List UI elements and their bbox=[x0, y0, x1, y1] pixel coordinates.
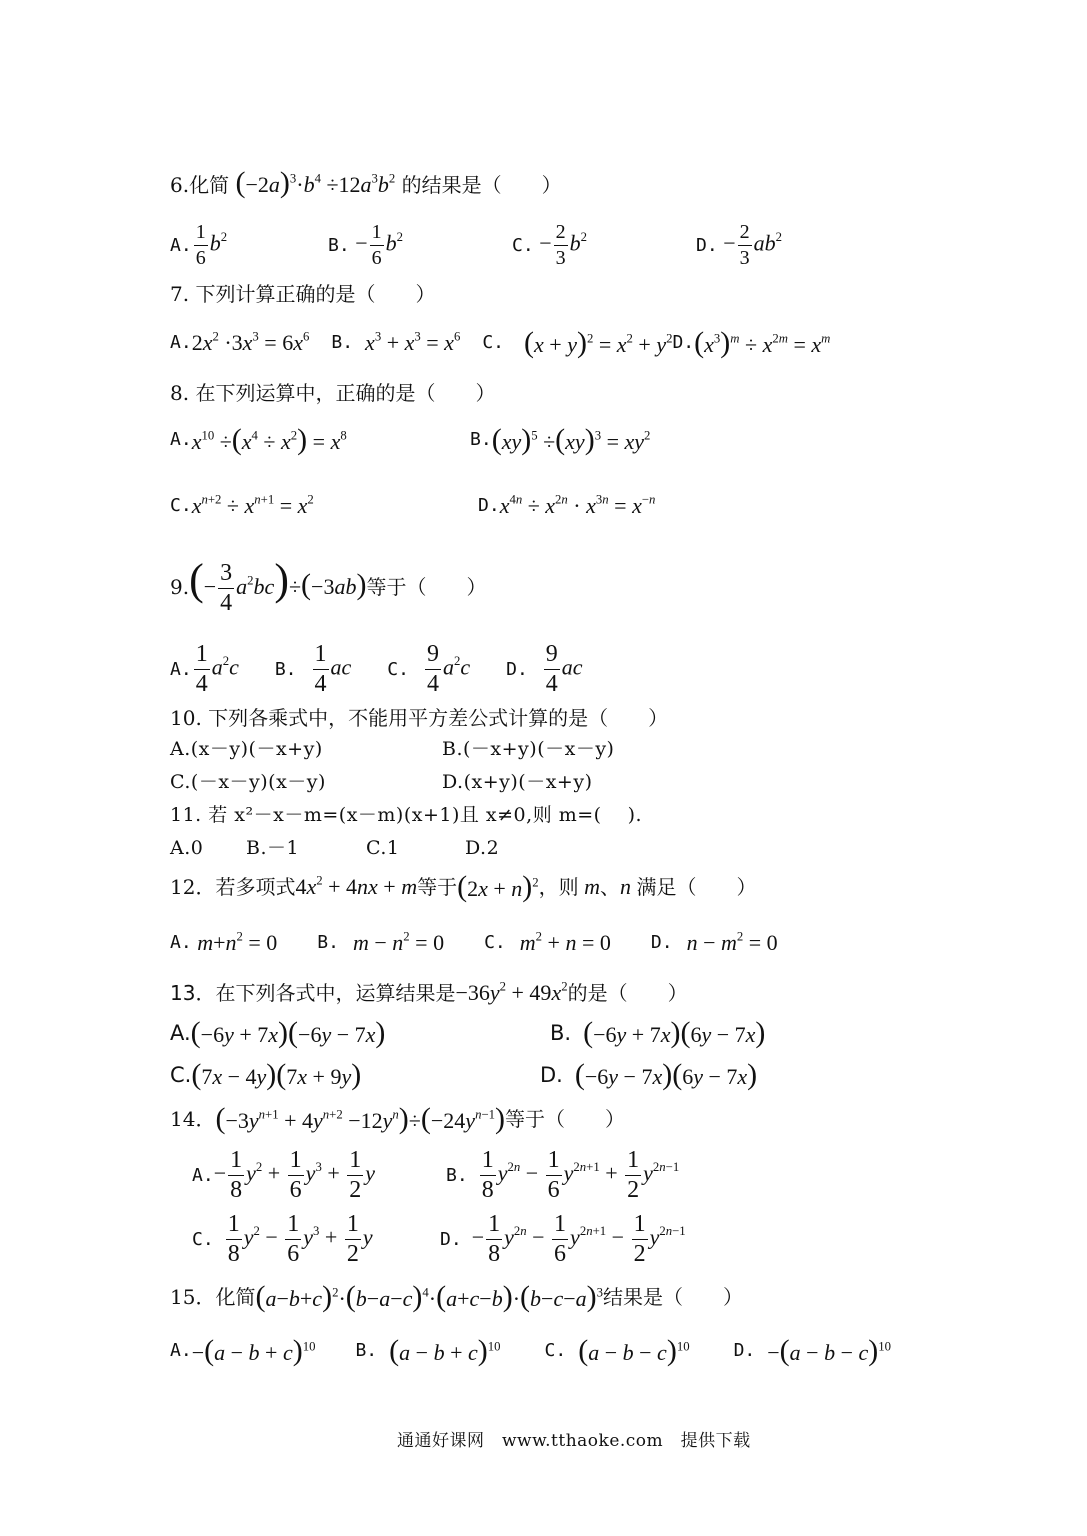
option-c-label: C. bbox=[482, 332, 504, 353]
option-b-label: B. bbox=[331, 332, 354, 353]
question-12-expression-2: $(2x + n)^2$ bbox=[457, 870, 539, 903]
option-d-expression: $(x^3)^m \div x^{2m} = x^m$ bbox=[694, 326, 831, 359]
option-d-label: D. bbox=[478, 495, 500, 516]
question-10-option-d: D.(x+y)(－x+y) bbox=[442, 771, 593, 793]
option-c-label: C. bbox=[170, 1062, 192, 1087]
question-12-tail: ，则 bbox=[538, 875, 579, 899]
question-14-end: 等于（ ） bbox=[505, 1107, 626, 1131]
option-d-label: D. bbox=[733, 1340, 756, 1361]
question-8-option-c bbox=[170, 492, 314, 518]
option-c-label: C. bbox=[387, 658, 409, 680]
question-11-option-d: D.2 bbox=[465, 837, 500, 859]
question-15-prefix: 15．化简 bbox=[170, 1285, 256, 1309]
question-6-prefix: 化简 bbox=[189, 173, 230, 197]
question-14-expression: $(-3y^{n+1} + 4y^{n+2} -12y^n)\div(-24y^{n-1})$ bbox=[215, 1102, 506, 1135]
option-d-label: D. bbox=[672, 332, 695, 353]
question-15-options bbox=[170, 1336, 891, 1366]
question-14-number: 14． bbox=[170, 1107, 216, 1131]
question-7-options bbox=[170, 328, 830, 358]
question-13-option-c bbox=[170, 1060, 361, 1090]
question-6-option-c bbox=[512, 222, 587, 269]
option-a-expression: (−6y + 7x)(−6y − 7x) bbox=[190, 1016, 386, 1049]
option-a-label: A. bbox=[170, 1020, 191, 1045]
option-d-label: D. bbox=[650, 932, 673, 953]
question-13-option-b bbox=[550, 1018, 765, 1048]
question-11: 11. 若 x²－x－m=(x－m)(x+1)且 x≠0,则 m=( ). bbox=[170, 804, 643, 826]
question-10-option-c: C.(－x－y)(x－y) bbox=[170, 771, 326, 793]
option-a-label: A. bbox=[170, 429, 192, 450]
option-a-expression: $\frac{1}{4}$ $a^2c$ bbox=[195, 641, 239, 698]
question-9-expression: (− $\frac{3}{4}$ $a^2bc)\div(-3ab)$ bbox=[189, 555, 367, 617]
question-10-option-a: A.(x－y)(－x+y) bbox=[170, 738, 323, 760]
option-d-label: D. bbox=[440, 1228, 462, 1250]
question-12-options bbox=[170, 929, 778, 955]
page-footer: 通通好课网 www.tthaoke.com 提供下载 bbox=[397, 1431, 751, 1451]
question-9 bbox=[170, 555, 487, 617]
option-b-expression: $x^3 + x^3 = x^6$ bbox=[365, 329, 461, 355]
option-a-expression: $-(a - b + c)^{10}$ bbox=[191, 1334, 316, 1367]
question-8-option-a bbox=[170, 425, 347, 455]
question-14-option-a bbox=[192, 1148, 375, 1203]
question-15-end: 结果是（ ） bbox=[603, 1285, 743, 1309]
question-13-end: 的是（ ） bbox=[567, 981, 688, 1005]
option-d-expression: (−6y − 7x)(6y − 7x) bbox=[574, 1058, 758, 1091]
question-13-option-a bbox=[170, 1018, 385, 1048]
option-d-expression: − $\frac{2}{3}$ $ab^2$ bbox=[723, 221, 782, 269]
question-9-suffix: 等于（ ） bbox=[366, 575, 487, 600]
option-c-label: C. bbox=[192, 1228, 214, 1250]
option-a-expression: $m+n^2 = 0$ bbox=[191, 929, 278, 955]
option-c-expression: $x^{n+2} \div x^{n+1} = x^2$ bbox=[191, 492, 314, 518]
option-a-label: A. bbox=[170, 658, 192, 680]
option-c-expression: $m^2 + n = 0$ bbox=[519, 929, 611, 955]
question-10: 10. 下列各乘式中，不能用平方差公式计算的是（ ） bbox=[170, 706, 669, 730]
option-d-expression: $\frac{9}{4}$ ac bbox=[545, 641, 583, 698]
option-b-label: B. bbox=[470, 429, 492, 450]
option-c-label: C. bbox=[170, 495, 192, 516]
question-7: 7. 下列计算正确的是（ ） bbox=[170, 282, 436, 306]
question-12-prefix: 12．若多项式 bbox=[170, 875, 296, 899]
question-9-number: 9. bbox=[170, 575, 190, 600]
option-b-label: B. bbox=[550, 1020, 572, 1045]
question-11-option-c: C.1 bbox=[366, 837, 400, 859]
question-12-end: 满足（ ） bbox=[636, 875, 757, 899]
option-a-expression: $2x^2 \cdot 3x^3 = 6x^6$ bbox=[191, 329, 310, 355]
option-b-expression: $\frac{1}{8}$ $y^{2n}$ − $\frac{1}{6}$ $y^{2n+1}$ + $\frac{1}{2}$ $y^{2n-1}$ bbox=[481, 1147, 680, 1204]
option-b-expression: $\frac{1}{4}$ ac bbox=[314, 641, 352, 698]
question-13-option-d bbox=[540, 1060, 757, 1090]
option-a-label: A. bbox=[170, 234, 192, 256]
option-d-expression: $x^{4n} \div x^{2n} \cdot x^{3n} = x^{-n}$ bbox=[499, 492, 656, 518]
question-8: 8. 在下列运算中，正确的是（ ） bbox=[170, 381, 496, 405]
question-6-options bbox=[170, 222, 227, 269]
option-c-label: C. bbox=[484, 932, 506, 953]
question-15 bbox=[170, 1282, 743, 1312]
question-9-options bbox=[170, 642, 583, 697]
option-d-label: D. bbox=[506, 658, 528, 680]
option-c-expression: − $\frac{2}{3}$ $b^2$ bbox=[539, 221, 587, 269]
question-6-number: 6. bbox=[170, 173, 190, 197]
question-14-option-b bbox=[446, 1148, 679, 1203]
question-12 bbox=[170, 872, 757, 902]
option-b-expression: $m - n^2 = 0$ bbox=[352, 929, 445, 955]
option-c-expression: $(x + y)^2 = x^2 + y^2$ bbox=[524, 326, 673, 359]
question-6-option-b bbox=[328, 222, 403, 269]
question-13-prefix: 13．在下列各式中，运算结果是 bbox=[170, 981, 456, 1005]
option-c-expression: $\frac{9}{4}$ $a^2c$ bbox=[426, 641, 471, 698]
question-6-suffix: 的结果是（ ） bbox=[401, 173, 562, 197]
question-15-expression: $(a-b+c)^2\cdot(b-a-c)^4\cdot(a+c-b)\cdot(b-c-a)^3$ bbox=[255, 1280, 603, 1313]
option-a-label: A. bbox=[192, 1164, 214, 1186]
option-a-expression: $\frac{1}{6}$ $b^2$ bbox=[195, 221, 228, 269]
option-c-expression: $(a - b - c)^{10}$ bbox=[578, 1334, 690, 1367]
option-c-label: C. bbox=[544, 1340, 567, 1361]
option-d-label: D. bbox=[696, 234, 718, 256]
question-11-option-a: A.0 bbox=[170, 837, 204, 859]
option-b-label: B. bbox=[446, 1164, 468, 1186]
option-a-label: A. bbox=[170, 932, 192, 953]
question-12-mid: 等于 bbox=[417, 875, 458, 899]
option-b-expression: (−6y + 7x)(6y − 7x) bbox=[583, 1016, 766, 1049]
option-b-label: B. bbox=[328, 234, 350, 256]
question-12-separator: 、 bbox=[600, 875, 621, 899]
question-13-expression: $-36y^2 + 49x^2$ bbox=[455, 979, 568, 1005]
option-b-expression: − $\frac{1}{6}$ $b^2$ bbox=[355, 221, 403, 269]
question-6 bbox=[170, 168, 562, 198]
question-14 bbox=[170, 1104, 625, 1134]
option-b-label: B. bbox=[317, 932, 339, 953]
question-12-var-m: m bbox=[578, 874, 601, 899]
option-a-label: A. bbox=[170, 332, 192, 353]
option-a-expression: $x^{10} \div(x^4 \div x^2) = x^8$ bbox=[191, 423, 347, 456]
question-6-expression: $(-2a)^3\cdot b^4 \div 12a^3b^2$ bbox=[235, 166, 396, 199]
option-d-label: D. bbox=[540, 1062, 563, 1087]
question-14-option-d bbox=[440, 1212, 686, 1267]
option-a-label: A. bbox=[170, 1340, 192, 1361]
question-13 bbox=[170, 979, 688, 1005]
option-d-expression: $n - m^2 = 0$ bbox=[686, 929, 778, 955]
option-b-expression: $(a - b + c)^{10}$ bbox=[389, 1334, 501, 1367]
option-b-label: B. bbox=[355, 1340, 378, 1361]
option-c-expression: (7x − 4y)(7x + 9y) bbox=[191, 1058, 362, 1091]
option-d-expression: $-(a - b - c)^{10}$ bbox=[767, 1334, 892, 1367]
option-b-label: B. bbox=[274, 658, 297, 680]
option-c-expression: $\frac{1}{8}$ $y^2$ − $\frac{1}{6}$ $y^3$ + $\frac{1}{2}$ y bbox=[227, 1211, 373, 1268]
question-12-expression-1: $4x^2 + 4nx + m$ bbox=[295, 873, 418, 899]
option-d-expression: − $\frac{1}{8}$ $y^{2n}$ − $\frac{1}{6}$ $y^{2n+1}$ − $\frac{1}{2}$ $y^{2n-1}$ bbox=[471, 1211, 686, 1268]
option-c-label: C. bbox=[512, 234, 534, 256]
option-a-expression: − $\frac{1}{8}$ $y^2$ + $\frac{1}{6}$ $y^3$ + $\frac{1}{2}$ y bbox=[213, 1147, 375, 1204]
question-10-option-b: B.(－x+y)(－x－y) bbox=[442, 738, 615, 760]
option-b-expression: $(xy)^5 \div(xy)^3 = xy^2$ bbox=[491, 423, 651, 456]
question-8-option-b bbox=[470, 425, 650, 455]
question-14-option-c bbox=[192, 1212, 373, 1267]
question-8-option-d bbox=[478, 492, 656, 518]
question-11-option-b: B.－1 bbox=[246, 837, 300, 859]
question-6-option-d bbox=[696, 222, 782, 269]
question-12-var-n: n bbox=[620, 874, 637, 899]
